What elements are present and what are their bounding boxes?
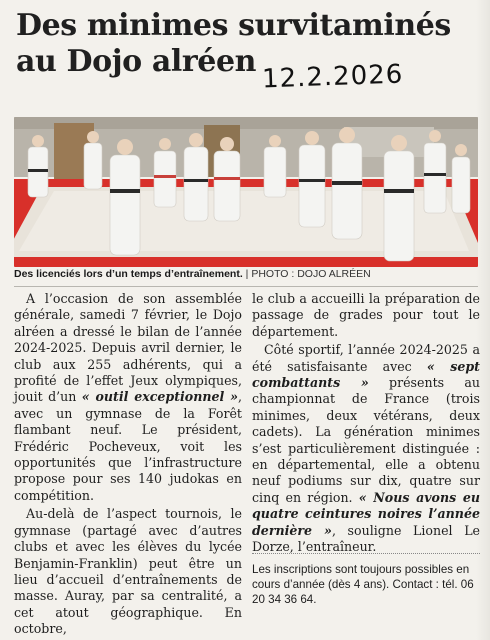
article-paragraph xyxy=(14,506,242,637)
paragraph-text: , souligne Lionel Le Dorze, l’entraîneur. xyxy=(252,522,481,555)
article-paragraph xyxy=(252,291,480,340)
headline-line-1: Des minimes survitaminés xyxy=(16,8,451,43)
quote-emphasis: « sept combattants » xyxy=(252,358,481,391)
quote-emphasis: « outil exceptionnel » xyxy=(81,389,238,405)
info-box-divider xyxy=(252,553,480,554)
info-box-text: Les inscriptions sont toujours possibles en cours d’année (dès 4 ans). Contact : tél. 06 20 34 36 64. xyxy=(252,563,474,607)
handwritten-date: 12.2.2026 xyxy=(261,59,404,95)
info-box xyxy=(252,562,480,608)
article-paragraph xyxy=(252,342,480,555)
paragraph-text: A l’occasion de son assemblée générale, samedi 7 février, le Dojo alréen a dressé le bilan de l’année 2024-2025. Depuis avril dernier, le club aux 255 adhérents, qui a profité de l’effet Jeux olympiques, jouit d’un xyxy=(14,291,242,405)
paragraph-text: présents au championnat de France (trois minimes, deux vétérans, deux cadets). La génération minimes s’est particulièrement distinguée : en départemental, elle a obtenu neuf podiums sur dix, quatre sur cinq en région. xyxy=(252,375,480,505)
photo-caption xyxy=(14,268,484,280)
photo-credit: PHOTO : DOJO ALRÉEN xyxy=(251,268,371,280)
caption-text: Des licenciés lors d’un temps d’entraînement. xyxy=(14,268,243,280)
article-body-right-column xyxy=(252,291,480,556)
caption-divider xyxy=(14,286,478,287)
article-paragraph xyxy=(14,291,242,504)
paragraph-text: , avec un gymnase de la Forêt flambant neuf. Le président, Frédéric Pocheveux, voit les opportunités que l’infrastructure propose pour ses 140 judokas en compétition. xyxy=(14,389,242,503)
judo-training-photo xyxy=(14,117,478,267)
paragraph-text: le club a accueilli la préparation de passage de grades pour tout le département. xyxy=(252,291,480,339)
paragraph-text: Côté sportif, l’année 2024-2025 a été satisfaisante avec xyxy=(252,342,480,374)
article-photo xyxy=(14,117,478,267)
headline-line-2: au Dojo alréen xyxy=(16,44,257,79)
paragraph-text: Au-delà de l’aspect tournois, le gymnase (partagé avec d’autres clubs et avec les élèves du lycée Benjamin-Franklin) peut être un lieu d’accueil d’entraînements de masse. Auray, par sa centralité, a cet atout géographique. En octobre, xyxy=(14,506,242,637)
caption-separator: | xyxy=(245,268,249,280)
quote-emphasis: « Nous avons eu quatre ceintures noires l’année dernière » xyxy=(252,489,480,538)
article-body-left-column xyxy=(14,291,242,638)
